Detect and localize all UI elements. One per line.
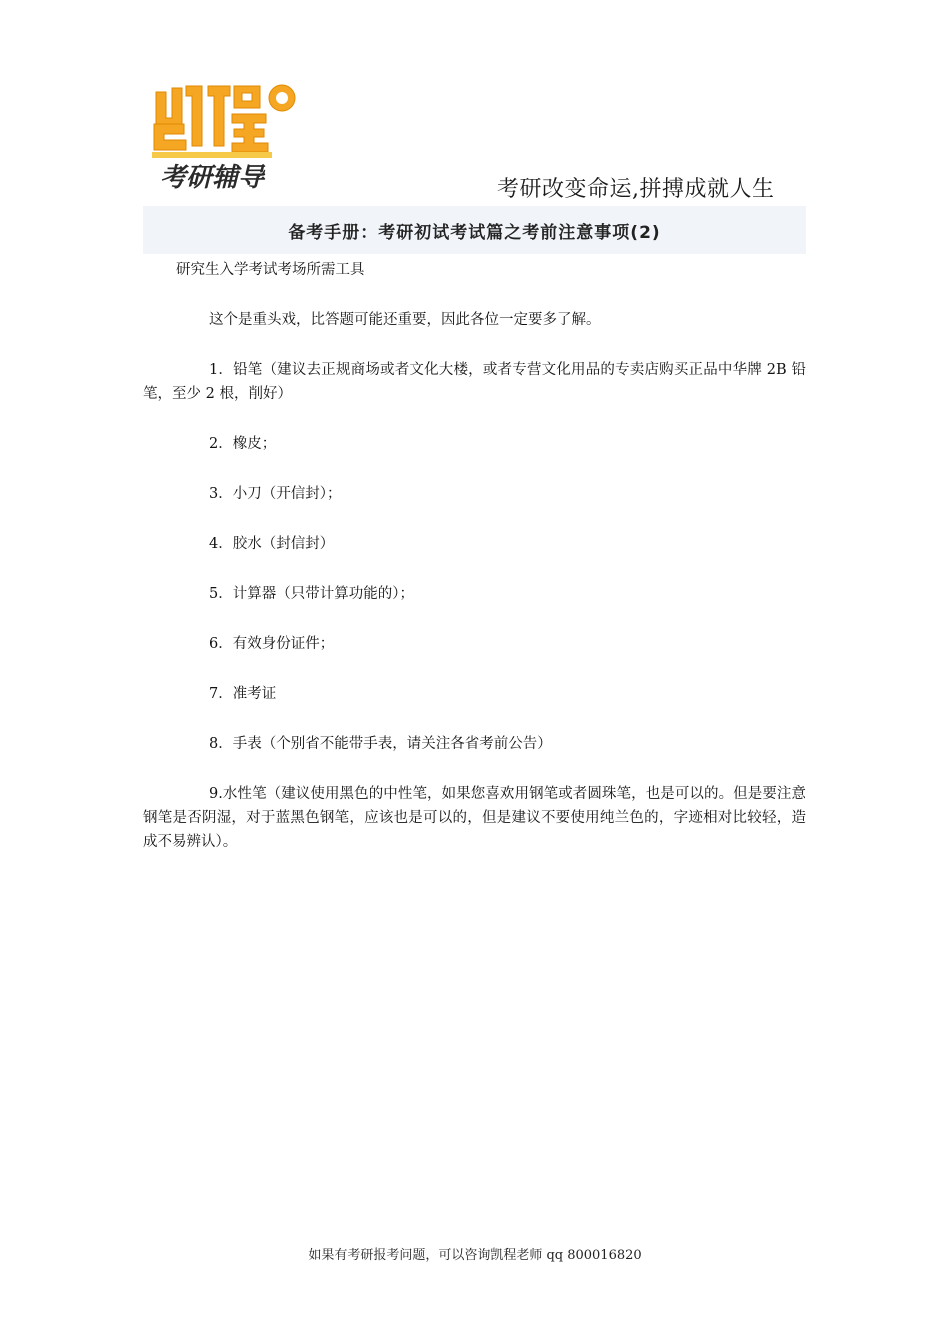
svg-text:考研辅导: 考研辅导 [160,163,265,193]
list-item: 3．小刀（开信封）； [209,486,342,502]
footer-contact: 如果有考研报考问题，可以咨询凯程老师 qq 800016820 [308,1248,642,1263]
list-item: 7．准考证 [209,686,277,702]
slogan: 考研改变命运,拼搏成就人生 [497,177,775,202]
document-title: 备考手册：考研初试考试篇之考前注意事项(2) [288,222,661,243]
list-item: 4．胶水（封信封） [209,536,335,552]
document-body [143,258,806,854]
kaicheng-logo [150,78,305,196]
list-item: 8．手表（个别省不能带手表，请关注各省考前公告） [209,736,552,752]
list-item: 2．橡皮； [209,436,277,452]
intro-text: 研究生入学考试考场所需工具 [176,262,365,278]
list-item: 1．铅笔（建议去正规商场或者文化大楼，或者专营文化用品的专卖店购买正品中华牌 2B 铅笔，至少 2 根，削好） [143,362,806,402]
title-bar [143,206,806,254]
list-item: 6．有效身份证件； [209,636,335,652]
lead-paragraph: 这个是重头戏，比答题可能还重要，因此各位一定要多了解。 [209,312,601,328]
logo-graphic [150,78,305,196]
list-item: 5．计算器（只带计算功能的）； [209,586,414,602]
list-item: 9.水性笔（建议使用黑色的中性笔，如果您喜欢用钢笔或者圆珠笔，也是可以的。但是要注意钢笔是否阴湿，对于蓝黑色钢笔，应该也是可以的，但是建议不要使用纯兰色的，字迹相对比较轻，造成不易辨认）。 [143,786,806,850]
